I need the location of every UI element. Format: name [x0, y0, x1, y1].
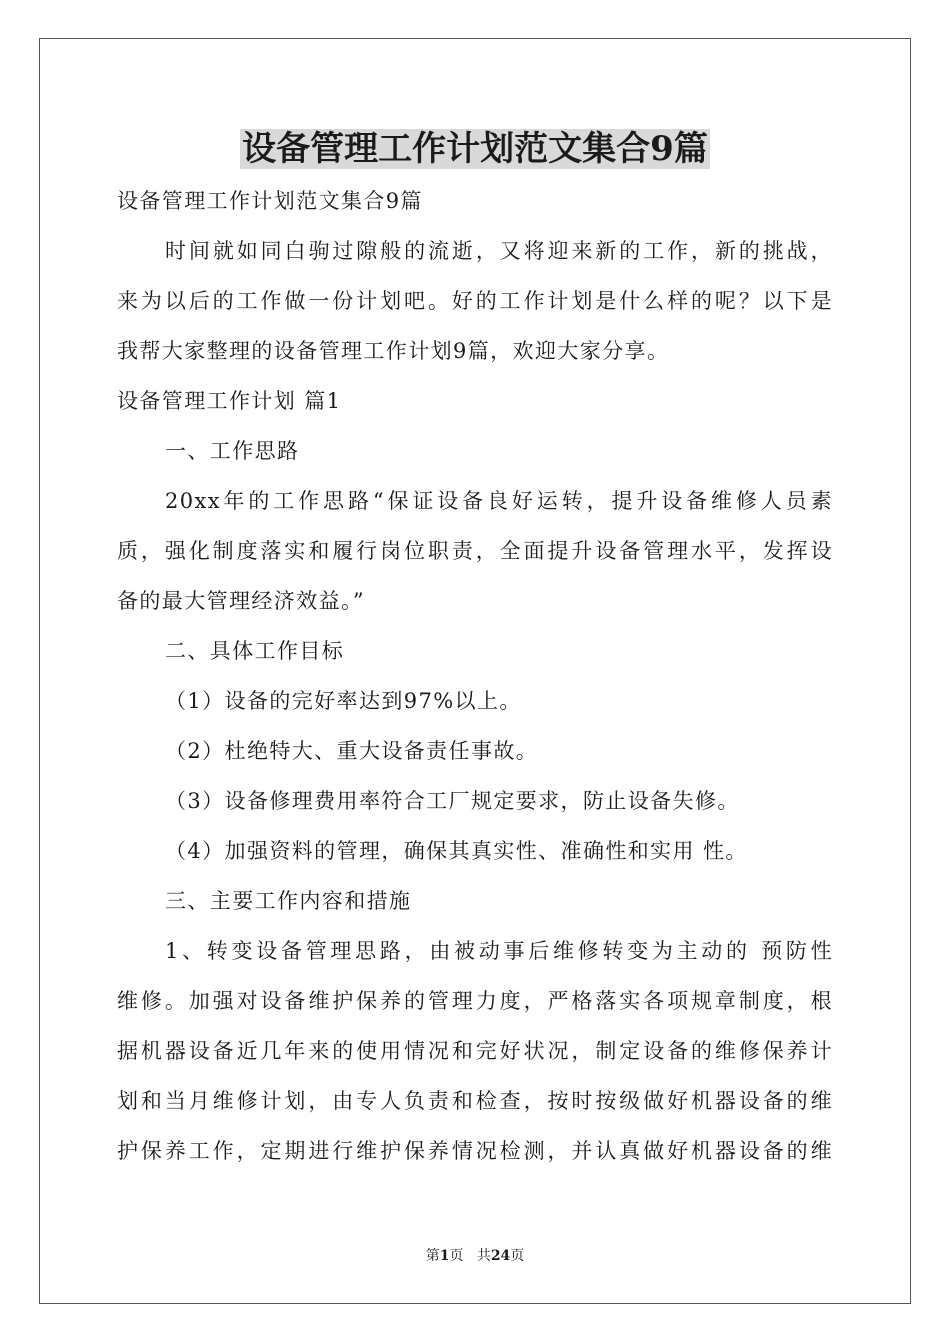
paragraph-line: 我帮大家整理的设备管理工作计划9篇，欢迎大家分享。	[117, 339, 670, 363]
paragraph-line: 护保养工作，定期进行维护保养情况检测，并认真做好机器设备的维	[117, 1139, 833, 1163]
page-label: 页	[449, 1248, 464, 1264]
subsection-heading: 三、主要工作内容和措施	[165, 889, 412, 913]
subsection-heading: 一、工作思路	[165, 439, 300, 463]
list-item: （4）加强资料的管理，确保其真实性、准确性和实用 性。	[165, 839, 748, 863]
paragraph-line: 1、转变设备管理思路，由被动事后维修转变为主动的 预防性	[165, 939, 833, 963]
paragraph-line: 据机器设备近几年来的使用情况和完好状况，制定设备的维修保养计	[117, 1039, 833, 1063]
subsection-heading: 二、具体工作目标	[165, 639, 345, 663]
document-title-text: 设备管理工作计划范文集合9篇	[242, 129, 708, 169]
subtitle-line: 设备管理工作计划范文集合9篇	[117, 189, 423, 213]
document-title	[0, 124, 950, 174]
total-prefix: 共	[476, 1248, 491, 1264]
total-pages: 24	[490, 1248, 511, 1264]
total-label: 页	[510, 1248, 525, 1264]
paragraph-line: 维修。加强对设备维护保养的管理力度，严格落实各项规章制度，根	[117, 989, 833, 1013]
paragraph-line: 来为以后的工作做一份计划吧。好的工作计划是什么样的呢？以下是	[117, 289, 833, 313]
paragraph-line: 20xx年的工作思路“保证设备良好运转，提升设备维修人员素	[165, 489, 833, 513]
paragraph-line: 时间就如同白驹过隙般的流逝，又将迎来新的工作，新的挑战，	[165, 239, 833, 263]
list-item: （1）设备的完好率达到97%以上。	[165, 689, 522, 713]
page-prefix: 第	[425, 1248, 440, 1264]
list-item: （2）杜绝特大、重大设备责任事故。	[165, 739, 539, 763]
paragraph-line: 备的最大管理经济效益。”	[117, 589, 366, 613]
list-item: （3）设备修理费用率符合工厂规定要求，防止设备失修。	[165, 789, 740, 813]
paragraph-line: 划和当月维修计划，由专人负责和检查，按时按级做好机器设备的维	[117, 1089, 833, 1113]
section-heading: 设备管理工作计划 篇1	[117, 389, 342, 413]
document-body	[117, 176, 833, 1176]
page-footer	[0, 1246, 950, 1266]
page-number: 1	[439, 1248, 450, 1264]
paragraph-line: 质，强化制度落实和履行岗位职责，全面提升设备管理水平，发挥设	[117, 539, 833, 563]
